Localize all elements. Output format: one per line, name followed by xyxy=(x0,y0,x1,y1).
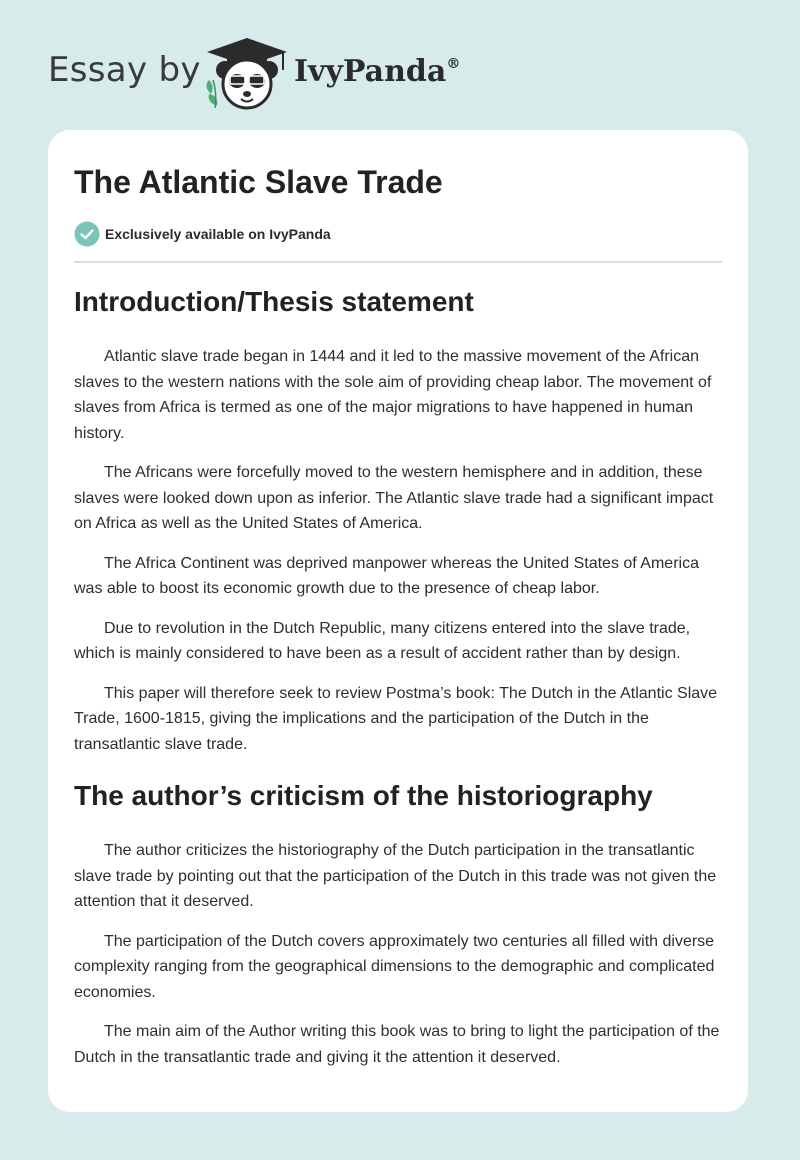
paragraph: Atlantic slave trade began in 1444 and it led to the massive movement of the African slaves to the western nations with the sole aim of providing cheap labor. The movement of slaves from Africa is termed as one of the major migrations to have happened in human history. xyxy=(74,348,712,442)
exclusive-badge xyxy=(74,221,331,247)
essay-by-label: Essay by xyxy=(48,50,201,90)
divider xyxy=(74,261,722,263)
essay-card xyxy=(48,130,748,1112)
paragraph: The Africans were forcefully moved to the western hemisphere and in addition, these slaves were looked down upon as inferior. The Atlantic slave trade had a significant impact on Africa as well as the United States of America. xyxy=(74,464,714,532)
check-circle-icon xyxy=(74,221,100,247)
paragraph: The main aim of the Author writing this book was to bring to light the participation of the Dutch in the transatlantic trade and giving it the attention it deserved. xyxy=(74,1023,720,1066)
ivypanda-logo-icon[interactable] xyxy=(203,36,291,110)
page-title: The Atlantic Slave Trade xyxy=(74,164,443,200)
brand-text: IvyPanda xyxy=(294,54,447,89)
paragraph: This paper will therefore seek to review Postma’s book: The Dutch in the Atlantic Slave Trade, 1600-1815, giving the implications and the participation of the Dutch in the transatlantic slave trade. xyxy=(74,684,718,753)
paragraph: The author criticizes the historiography of the Dutch participation in the transatlantic slave trade by pointing out that the participation of the Dutch in this trade was not given the attention that it deserved. xyxy=(74,842,717,910)
badge-text: Exclusively available on IvyPanda xyxy=(105,226,331,242)
essay-content xyxy=(74,280,722,1070)
paragraph: Due to revolution in the Dutch Republic, many citizens entered into the slave trade, which is mainly considered to have been as a result of accident rather than by design. xyxy=(74,619,691,662)
site-header xyxy=(0,0,800,130)
paragraph: The participation of the Dutch covers approximately two centuries all filled with diverse complexity ranging from the geographical dimensions to the demographic and complicated economies. xyxy=(74,932,715,1001)
brand-name[interactable] xyxy=(294,54,460,89)
paragraph: The Africa Continent was deprived manpower whereas the United States of America was able to boost its economic growth due to the presence of cheap labor. xyxy=(74,554,699,597)
section-heading-criticism: The author’s criticism of the historiography xyxy=(74,780,653,811)
section-heading-introduction: Introduction/Thesis statement xyxy=(74,286,474,317)
registered-mark: ® xyxy=(446,56,461,72)
